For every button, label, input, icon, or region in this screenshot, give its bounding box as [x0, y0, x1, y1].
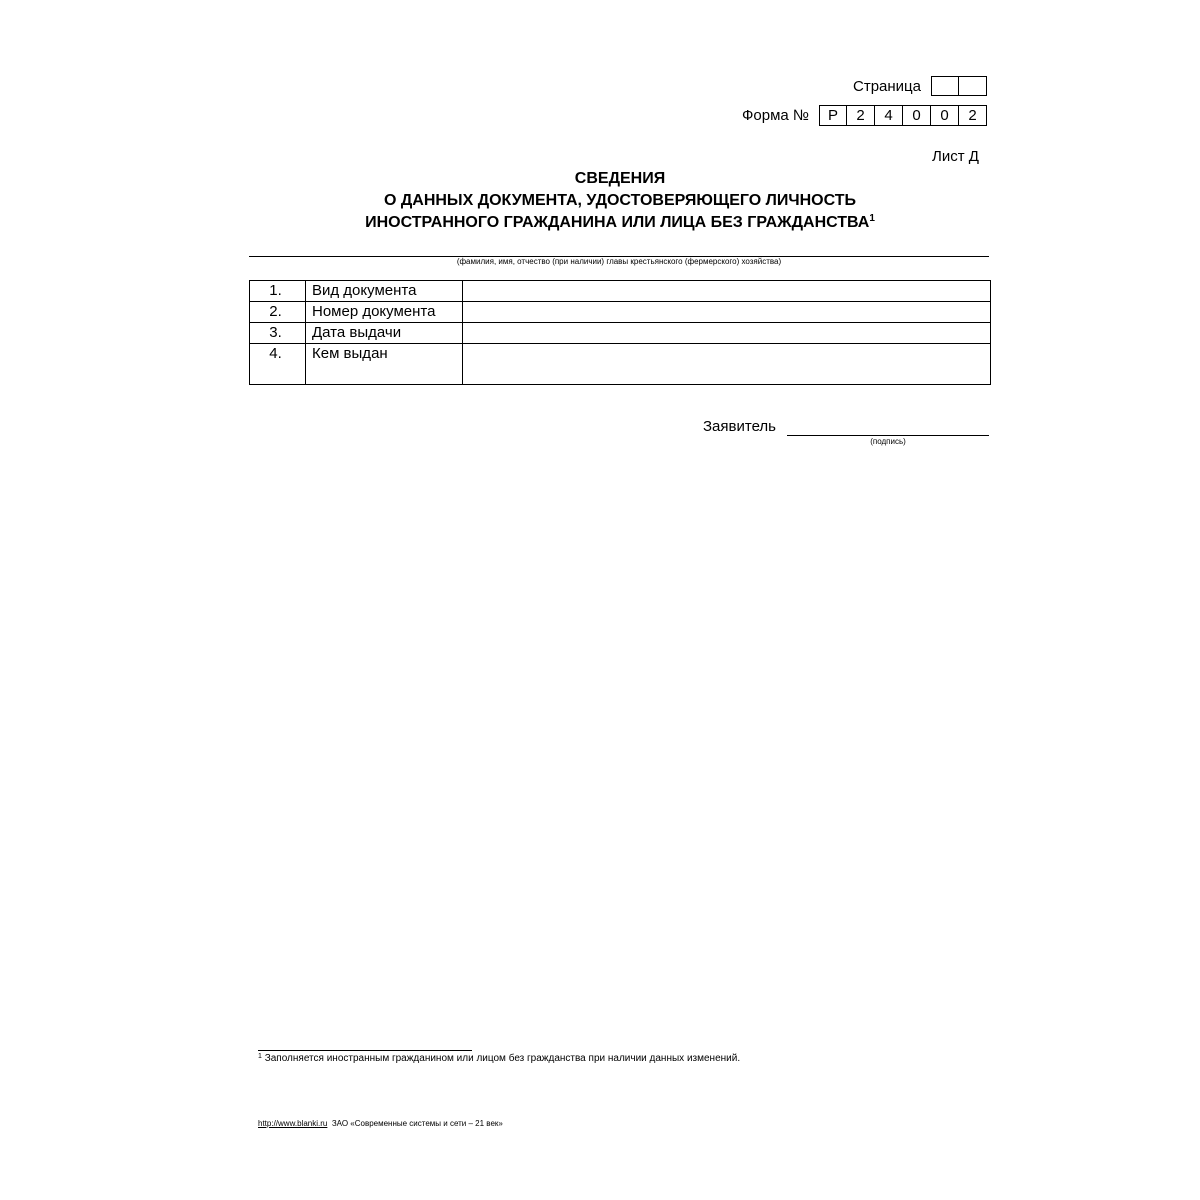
title-footnote-mark: 1	[869, 213, 875, 224]
row-value-field[interactable]	[463, 344, 991, 385]
footer	[258, 1119, 503, 1128]
page-number-cell[interactable]	[959, 76, 987, 96]
title-line-1: СВЕДЕНИЯ	[574, 170, 666, 187]
footnote-divider	[258, 1050, 472, 1051]
row-number: 3.	[250, 323, 306, 344]
sheet-label: Лист Д	[932, 148, 979, 165]
form-code-cell: 2	[959, 105, 987, 126]
row-value-field[interactable]	[463, 281, 991, 302]
table-row	[250, 281, 991, 302]
title-line-2: О ДАННЫХ ДОКУМЕНТА, УДОСТОВЕРЯЮЩЕГО ЛИЧНОСТЬ	[383, 192, 857, 209]
form-code-cell: 2	[847, 105, 875, 126]
form-code-cell: 0	[931, 105, 959, 126]
footnote	[258, 1053, 740, 1064]
row-number: 4.	[250, 344, 306, 385]
page-label: Страница	[853, 78, 921, 95]
name-caption: (фамилия, имя, отчество (при наличии) главы крестьянского (фермерского) хозяйства)	[456, 257, 782, 266]
title-line-3	[250, 212, 990, 234]
row-number: 2.	[250, 302, 306, 323]
title-line-3-text: ИНОСТРАННОГО ГРАЖДАНИНА ИЛИ ЛИЦА БЕЗ ГРАЖДАНСТВА	[365, 214, 870, 231]
row-label: Вид документа	[306, 281, 463, 302]
row-number: 1.	[250, 281, 306, 302]
row-label: Кем выдан	[306, 344, 463, 385]
footnote-mark: 1	[258, 1053, 262, 1060]
form-code-cell: Р	[819, 105, 847, 126]
footer-link[interactable]: http://www.blanki.ru	[258, 1119, 328, 1128]
footer-company: ЗАО «Современные системы и сети – 21 век»	[331, 1119, 503, 1128]
table-row	[250, 323, 991, 344]
row-value-field[interactable]	[463, 302, 991, 323]
document-table	[249, 280, 991, 385]
table-row	[250, 344, 991, 385]
document-title	[250, 168, 990, 234]
form-number-boxes	[819, 105, 987, 126]
page-number-boxes	[931, 76, 987, 96]
page-number-cell[interactable]	[931, 76, 959, 96]
form-code-cell: 4	[875, 105, 903, 126]
signature-caption: (подпись)	[870, 437, 906, 446]
signature-line[interactable]	[787, 435, 989, 436]
applicant-label: Заявитель	[703, 418, 776, 435]
row-value-field[interactable]	[463, 323, 991, 344]
table-row	[250, 302, 991, 323]
row-label: Номер документа	[306, 302, 463, 323]
row-label: Дата выдачи	[306, 323, 463, 344]
footnote-text: Заполняется иностранным гражданином или лицом без гражданства при наличии данных изменений.	[264, 1053, 741, 1064]
form-code-cell: 0	[903, 105, 931, 126]
form-number-label: Форма №	[742, 107, 810, 124]
